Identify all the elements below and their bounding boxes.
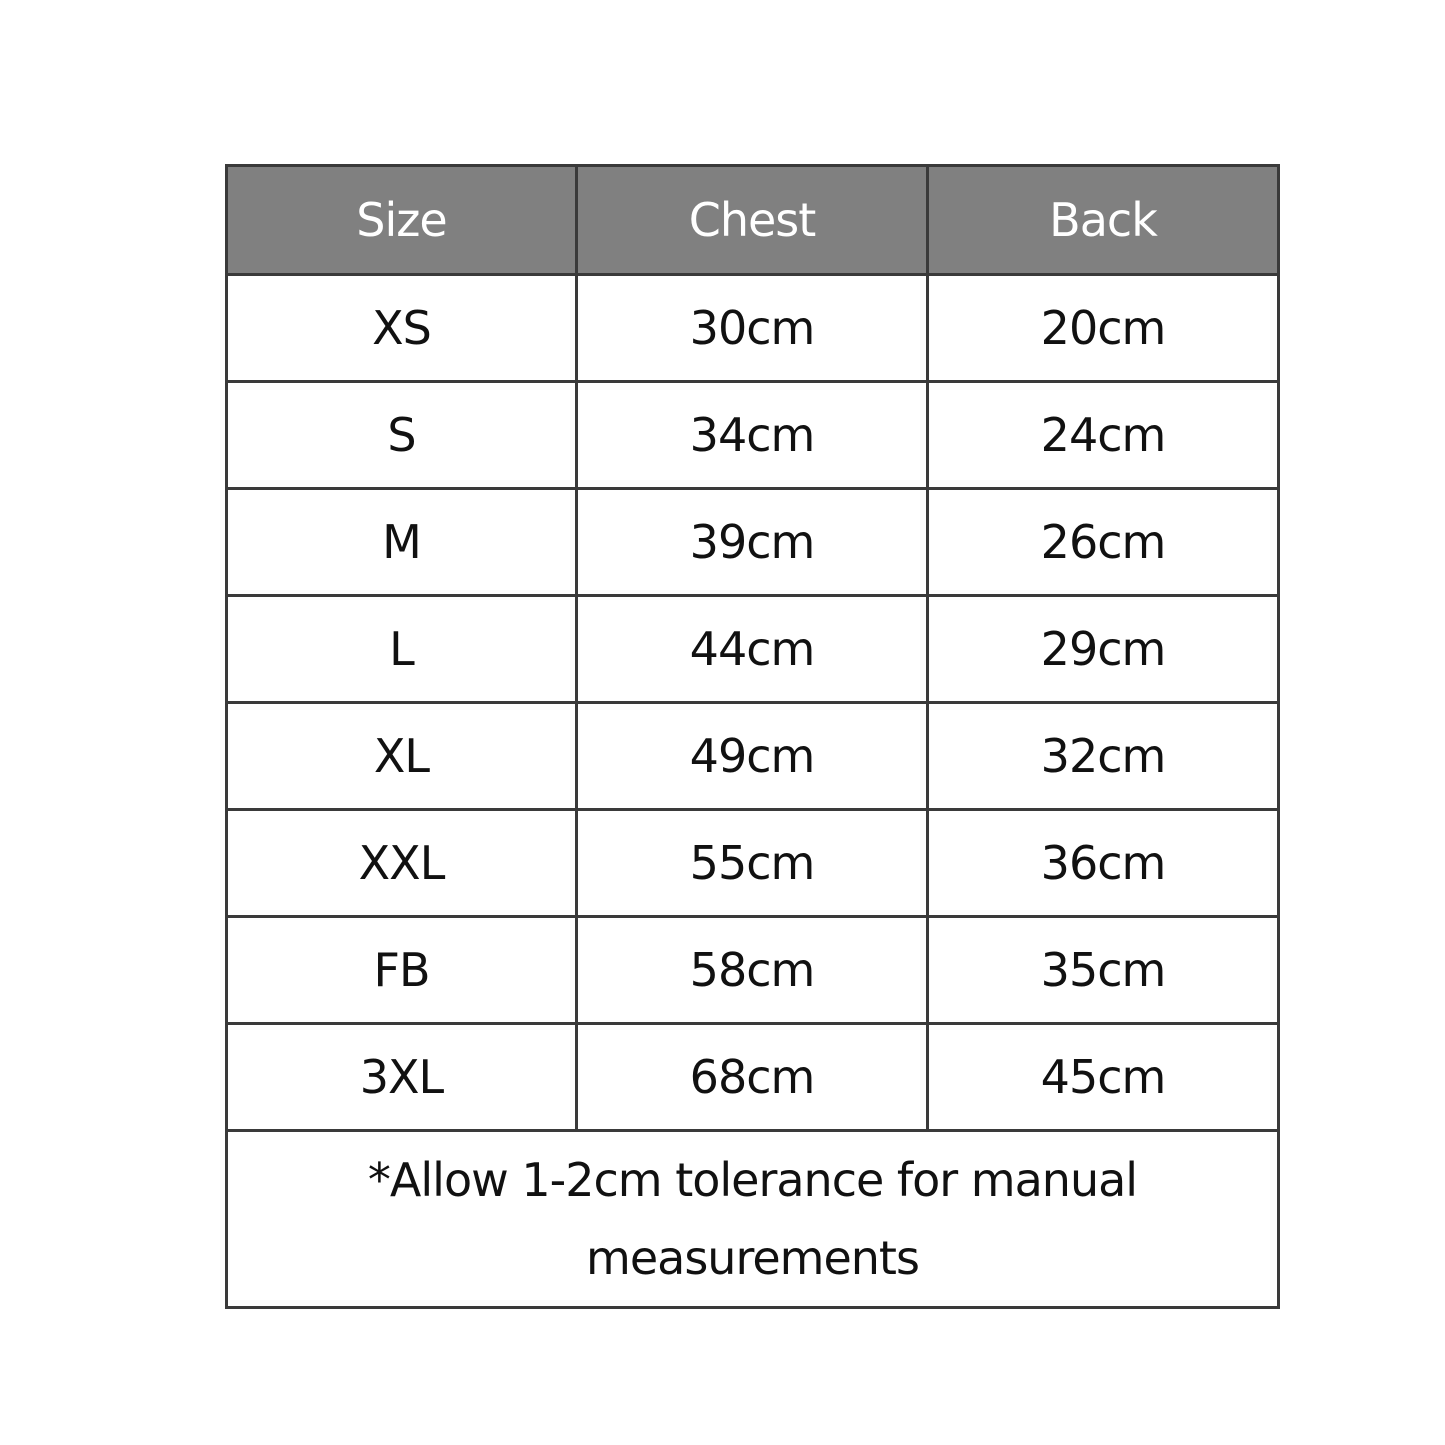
chest-cell: 68cm — [577, 1024, 928, 1131]
tolerance-footnote — [227, 1131, 1279, 1308]
footnote-row — [227, 1131, 1279, 1308]
size-cell: XXL — [227, 810, 577, 917]
size-cell: XL — [227, 703, 577, 810]
header-chest: Chest — [577, 166, 928, 275]
chest-cell: 34cm — [577, 382, 928, 489]
chest-cell: 55cm — [577, 810, 928, 917]
table-footer — [227, 1131, 1279, 1308]
table-row — [227, 596, 1279, 703]
table-header — [227, 166, 1279, 275]
table-row — [227, 275, 1279, 382]
size-cell: XS — [227, 275, 577, 382]
back-cell: 45cm — [928, 1024, 1279, 1131]
chest-cell: 30cm — [577, 275, 928, 382]
back-cell: 36cm — [928, 810, 1279, 917]
chest-cell: 58cm — [577, 917, 928, 1024]
table-row — [227, 489, 1279, 596]
table-row — [227, 917, 1279, 1024]
chest-cell: 39cm — [577, 489, 928, 596]
size-cell: S — [227, 382, 577, 489]
back-cell: 29cm — [928, 596, 1279, 703]
chest-cell: 44cm — [577, 596, 928, 703]
back-cell: 20cm — [928, 275, 1279, 382]
back-cell: 26cm — [928, 489, 1279, 596]
footnote-line-2: measurements — [586, 1231, 919, 1285]
size-cell: L — [227, 596, 577, 703]
size-cell: FB — [227, 917, 577, 1024]
table-row — [227, 382, 1279, 489]
header-row — [227, 166, 1279, 275]
size-cell: 3XL — [227, 1024, 577, 1131]
header-size: Size — [227, 166, 577, 275]
footnote-line-1: *Allow 1-2cm tolerance for manual — [367, 1153, 1138, 1207]
table-row — [227, 703, 1279, 810]
table-row — [227, 1024, 1279, 1131]
chest-cell: 49cm — [577, 703, 928, 810]
back-cell: 24cm — [928, 382, 1279, 489]
back-cell: 32cm — [928, 703, 1279, 810]
table-row — [227, 810, 1279, 917]
back-cell: 35cm — [928, 917, 1279, 1024]
header-back: Back — [928, 166, 1279, 275]
size-cell: M — [227, 489, 577, 596]
size-chart-table — [225, 164, 1280, 1309]
table-body — [227, 275, 1279, 1131]
